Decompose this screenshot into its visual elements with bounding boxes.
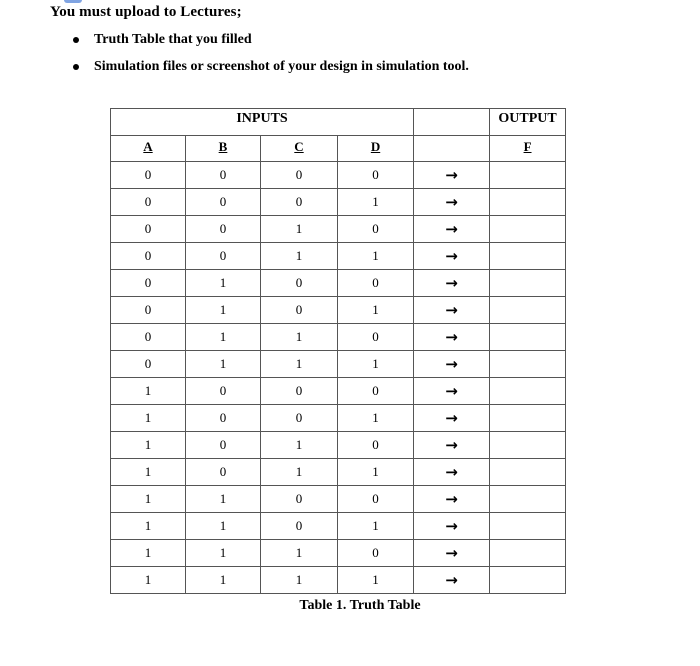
cell-b: 0 — [186, 432, 261, 459]
cell-a: 1 — [111, 378, 186, 405]
decorative-mark — [64, 0, 82, 3]
cell-b: 0 — [186, 162, 261, 189]
cell-a: 0 — [111, 324, 186, 351]
cell-b: 1 — [186, 486, 261, 513]
arrow-icon: → — [414, 486, 490, 513]
cell-b: 0 — [186, 405, 261, 432]
column-header-arrow — [414, 136, 490, 162]
table-row — [111, 378, 566, 405]
cell-b: 1 — [186, 567, 261, 594]
output-group-header: OUTPUT — [490, 109, 566, 136]
inputs-group-header: INPUTS — [111, 109, 414, 136]
cell-b: 0 — [186, 216, 261, 243]
arrow-icon: → — [414, 567, 490, 594]
bullet-icon — [73, 64, 79, 70]
list-item-text: Truth Table that you filled — [94, 32, 252, 47]
cell-a: 0 — [111, 243, 186, 270]
arrow-column-header — [414, 109, 490, 136]
cell-b: 1 — [186, 513, 261, 540]
cell-f-output[interactable] — [490, 270, 566, 297]
arrow-icon: → — [414, 189, 490, 216]
arrow-icon: → — [414, 459, 490, 486]
cell-c: 1 — [261, 459, 338, 486]
arrow-icon: → — [414, 297, 490, 324]
bullet-icon — [73, 37, 79, 43]
cell-d: 1 — [338, 459, 414, 486]
cell-c: 1 — [261, 540, 338, 567]
column-header-c: C — [261, 136, 338, 162]
cell-a: 1 — [111, 567, 186, 594]
cell-d: 0 — [338, 270, 414, 297]
cell-d: 1 — [338, 567, 414, 594]
cell-f-output[interactable] — [490, 351, 566, 378]
table-row — [111, 216, 566, 243]
cell-d: 1 — [338, 351, 414, 378]
arrow-icon: → — [414, 378, 490, 405]
upload-requirements-list — [70, 30, 469, 84]
cell-a: 1 — [111, 405, 186, 432]
cell-f-output[interactable] — [490, 378, 566, 405]
table-row — [111, 459, 566, 486]
cell-f-output[interactable] — [490, 324, 566, 351]
list-item-text: Simulation files or screenshot of your design in simulation tool. — [94, 59, 469, 74]
cell-c: 1 — [261, 216, 338, 243]
cell-f-output[interactable] — [490, 162, 566, 189]
cell-b: 1 — [186, 297, 261, 324]
arrow-icon: → — [414, 216, 490, 243]
cell-c: 0 — [261, 486, 338, 513]
cell-a: 0 — [111, 270, 186, 297]
cell-c: 1 — [261, 567, 338, 594]
cell-f-output[interactable] — [490, 189, 566, 216]
cell-f-output[interactable] — [490, 486, 566, 513]
cell-f-output[interactable] — [490, 432, 566, 459]
cell-f-output[interactable] — [490, 459, 566, 486]
cell-d: 1 — [338, 243, 414, 270]
cell-d: 1 — [338, 513, 414, 540]
cell-c: 0 — [261, 405, 338, 432]
cell-c: 1 — [261, 243, 338, 270]
cell-d: 0 — [338, 432, 414, 459]
cell-c: 0 — [261, 189, 338, 216]
table-row — [111, 405, 566, 432]
cell-f-output[interactable] — [490, 297, 566, 324]
cell-c: 0 — [261, 297, 338, 324]
cell-f-output[interactable] — [490, 216, 566, 243]
cell-a: 0 — [111, 351, 186, 378]
arrow-icon: → — [414, 270, 490, 297]
table-row — [111, 486, 566, 513]
truth-table — [110, 108, 566, 594]
arrow-icon: → — [414, 540, 490, 567]
cell-f-output[interactable] — [490, 405, 566, 432]
cell-b: 1 — [186, 324, 261, 351]
cell-a: 0 — [111, 189, 186, 216]
table-row — [111, 324, 566, 351]
arrow-icon: → — [414, 513, 490, 540]
list-item — [70, 30, 469, 50]
cell-f-output[interactable] — [490, 243, 566, 270]
table-column-header-row — [111, 136, 566, 162]
table-row — [111, 189, 566, 216]
cell-b: 1 — [186, 351, 261, 378]
column-header-b: B — [186, 136, 261, 162]
cell-c: 0 — [261, 378, 338, 405]
arrow-icon: → — [414, 162, 490, 189]
arrow-icon: → — [414, 405, 490, 432]
table-row — [111, 567, 566, 594]
table-row — [111, 513, 566, 540]
cell-a: 1 — [111, 513, 186, 540]
cell-a: 1 — [111, 459, 186, 486]
list-item — [70, 57, 469, 77]
cell-f-output[interactable] — [490, 513, 566, 540]
cell-a: 1 — [111, 540, 186, 567]
cell-d: 1 — [338, 189, 414, 216]
arrow-icon: → — [414, 351, 490, 378]
cell-d: 0 — [338, 378, 414, 405]
table-caption: Table 1. Truth Table — [299, 598, 421, 613]
cell-c: 0 — [261, 513, 338, 540]
cell-b: 0 — [186, 459, 261, 486]
cell-b: 0 — [186, 189, 261, 216]
cell-c: 0 — [261, 270, 338, 297]
table-row — [111, 540, 566, 567]
cell-d: 1 — [338, 405, 414, 432]
cell-c: 0 — [261, 162, 338, 189]
column-header-d: D — [338, 136, 414, 162]
cell-d: 0 — [338, 540, 414, 567]
table-row — [111, 162, 566, 189]
cell-d: 0 — [338, 324, 414, 351]
table-row — [111, 243, 566, 270]
cell-a: 0 — [111, 216, 186, 243]
table-row — [111, 270, 566, 297]
table-row — [111, 432, 566, 459]
column-header-f: F — [490, 136, 566, 162]
cell-d: 1 — [338, 297, 414, 324]
cell-a: 0 — [111, 162, 186, 189]
cell-a: 0 — [111, 297, 186, 324]
cell-c: 1 — [261, 432, 338, 459]
table-group-header-row — [111, 109, 566, 136]
upload-instruction-heading: You must upload to Lectures; — [50, 4, 242, 20]
cell-f-output[interactable] — [490, 567, 566, 594]
column-header-a: A — [111, 136, 186, 162]
cell-b: 0 — [186, 243, 261, 270]
cell-c: 1 — [261, 351, 338, 378]
cell-b: 1 — [186, 540, 261, 567]
cell-b: 1 — [186, 270, 261, 297]
cell-f-output[interactable] — [490, 540, 566, 567]
cell-d: 0 — [338, 486, 414, 513]
cell-a: 1 — [111, 432, 186, 459]
cell-d: 0 — [338, 216, 414, 243]
arrow-icon: → — [414, 432, 490, 459]
table-row — [111, 297, 566, 324]
cell-a: 1 — [111, 486, 186, 513]
arrow-icon: → — [414, 243, 490, 270]
cell-c: 1 — [261, 324, 338, 351]
cell-b: 0 — [186, 378, 261, 405]
cell-d: 0 — [338, 162, 414, 189]
arrow-icon: → — [414, 324, 490, 351]
table-row — [111, 351, 566, 378]
